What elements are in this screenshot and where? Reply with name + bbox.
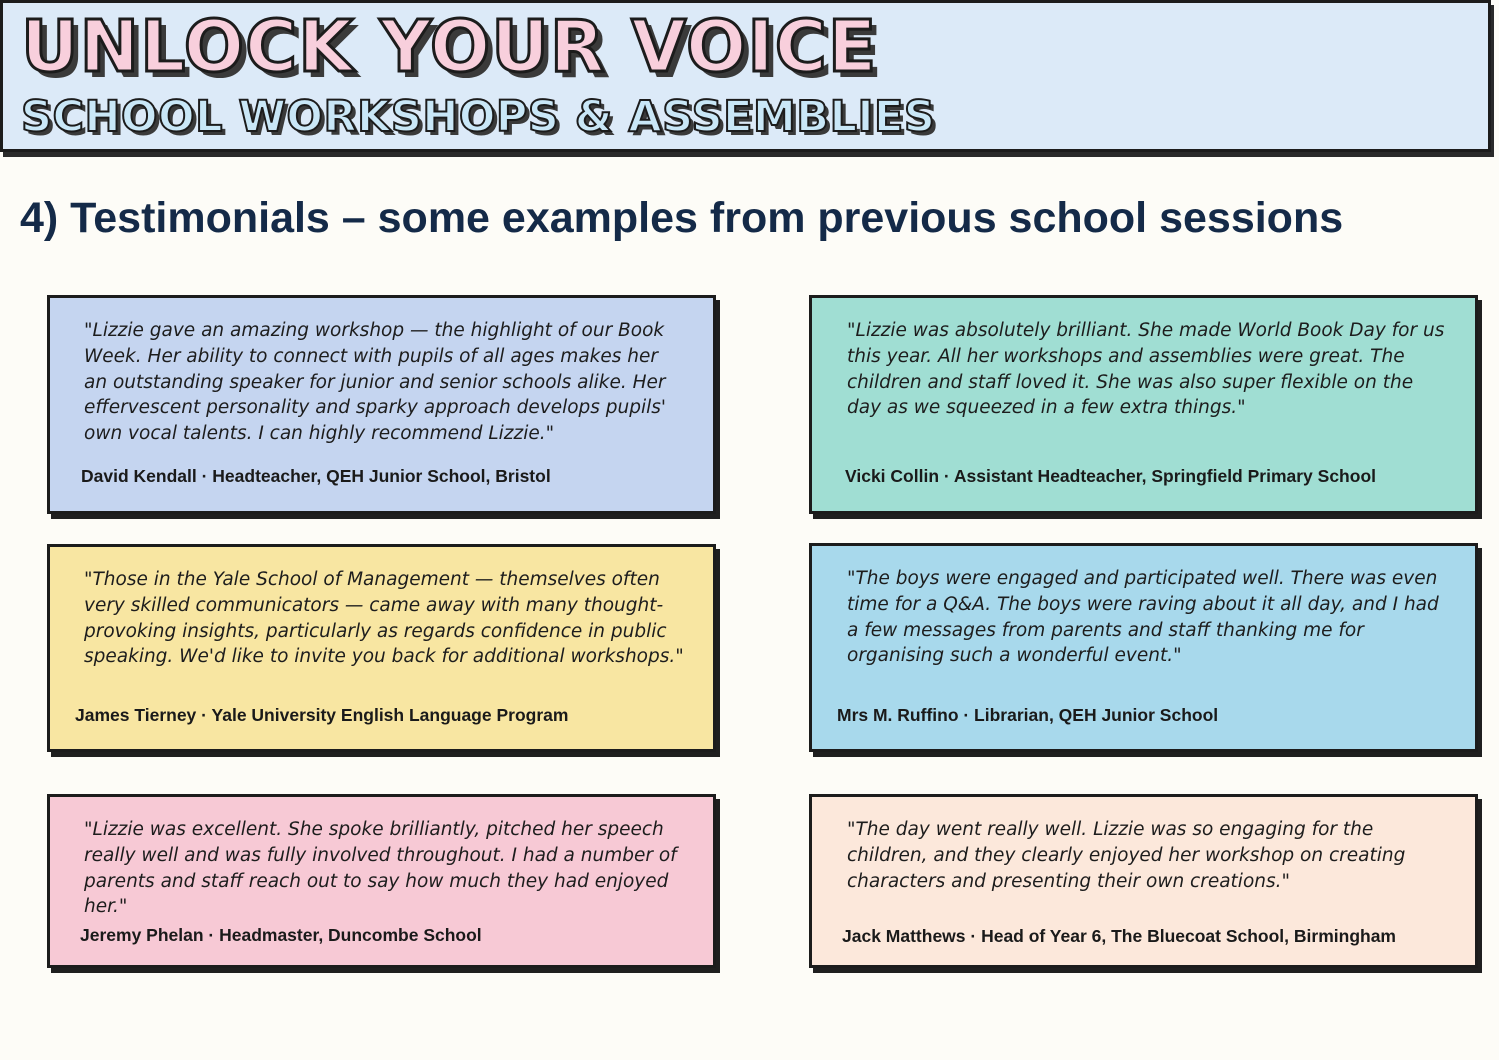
testimonial-attribution: Jack Matthews · Head of Year 6, The Bluecoat School, Birmingham xyxy=(842,926,1396,946)
banner-subtitle: SCHOOL WORKSHOPS & ASSEMBLIES xyxy=(21,92,936,142)
testimonial-quote: "Those in the Yale School of Management — themselves often very skilled communicators — came away with many thought-provoking insights, particularly as regards confidence in public speaking. We'd like to invite you back for additional workshops." xyxy=(84,569,684,668)
testimonial-card-david-kendall xyxy=(47,295,716,514)
testimonial-attribution: Jeremy Phelan · Headmaster, Duncombe School xyxy=(80,925,482,945)
testimonial-quote: "Lizzie gave an amazing workshop — the highlight of our Book Week. Her ability to connect with pupils of all ages makes her an outstanding speaker for junior and senior schools alike. Her effervescent personality and sparky approach develops pupils' own vocal talents. I can highly recommend Lizzie." xyxy=(84,320,667,445)
testimonial-card-jack-matthews xyxy=(809,794,1478,968)
testimonial-attribution: Vicki Collin · Assistant Headteacher, Springfield Primary School xyxy=(845,466,1376,486)
section-heading: 4) Testimonials – some examples from previous school sessions xyxy=(20,194,1344,242)
testimonial-quote: "The boys were engaged and participated well. There was even time for a Q&A. The boys were raving about it all day, and I had a few messages from parents and staff thanking me for organising such a wonderful event." xyxy=(847,568,1439,667)
banner xyxy=(0,0,1491,152)
testimonial-quote: "Lizzie was absolutely brilliant. She made World Book Day for us this year. All her workshops and assemblies were great. The children and staff loved it. She was also super flexible on the day as we squeezed in a few extra things." xyxy=(847,320,1445,419)
testimonial-card-jeremy-phelan xyxy=(47,794,716,968)
testimonial-card-vicki-collin xyxy=(809,295,1478,514)
testimonial-card-james-tierney xyxy=(47,544,716,752)
testimonial-quote: "Lizzie was excellent. She spoke brilliantly, pitched her speech really well and was fully involved throughout. I had a number of parents and staff reach out to say how much they had enjoyed her." xyxy=(84,819,677,918)
testimonial-attribution: Mrs M. Ruffino · Librarian, QEH Junior School xyxy=(837,705,1219,725)
banner-title: UNLOCK YOUR VOICE xyxy=(21,5,878,88)
testimonial-card-m-ruffino xyxy=(809,543,1478,752)
testimonial-quote: "The day went really well. Lizzie was so engaging for the children, and they clearly enjoyed her workshop on creating characters and presenting their own creations." xyxy=(847,819,1406,892)
testimonial-attribution: David Kendall · Headteacher, QEH Junior School, Bristol xyxy=(81,466,551,486)
testimonial-attribution: James Tierney · Yale University English Language Program xyxy=(75,705,569,725)
